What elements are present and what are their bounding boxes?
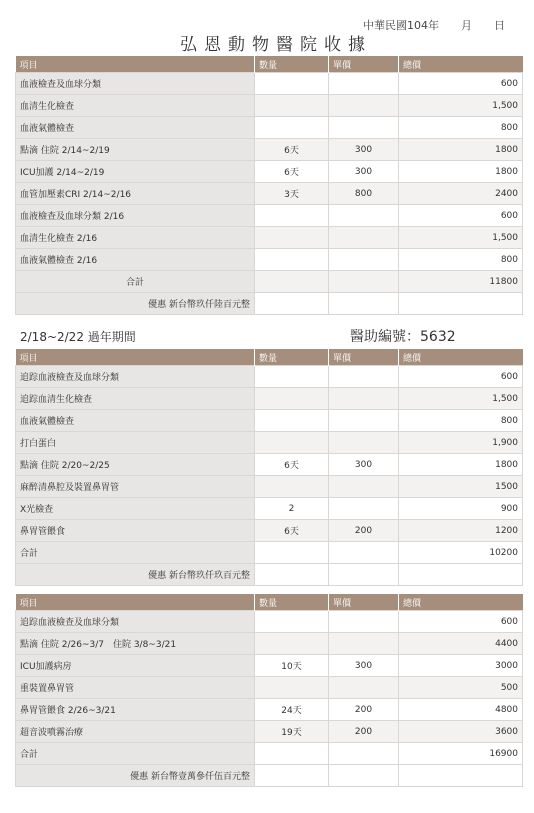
item-unit-price [329, 388, 399, 410]
column-header: 總價 [399, 594, 523, 611]
item-total: 2400 [399, 183, 523, 205]
table-row [16, 454, 523, 476]
item-total: 1800 [399, 139, 523, 161]
item-total: 600 [399, 205, 523, 227]
table-row [16, 205, 523, 227]
table-row [16, 183, 523, 205]
table-row [16, 498, 523, 520]
item-name: 麻醉清鼻腔及裝置鼻胃管 [16, 476, 255, 498]
sum-row [16, 542, 523, 564]
empty-cell [329, 765, 399, 787]
receipt-table-2 [15, 349, 523, 586]
empty-cell [329, 564, 399, 586]
item-name: 血液檢查及血球分類 [16, 73, 255, 95]
item-name: 點滴 住院 2/14~2/19 [16, 139, 255, 161]
item-quantity: 6天 [255, 161, 329, 183]
item-unit-price: 300 [329, 454, 399, 476]
item-name: 血管加壓素CRI 2/14~2/16 [16, 183, 255, 205]
item-name: 血液氣體檢查 [16, 410, 255, 432]
column-header: 單價 [329, 349, 399, 366]
item-unit-price [329, 476, 399, 498]
table-row [16, 655, 523, 677]
item-name: 超音波噴霧治療 [16, 721, 255, 743]
item-quantity [255, 432, 329, 454]
item-quantity [255, 227, 329, 249]
empty-cell [329, 542, 399, 564]
discount-label: 優惠 新台幣玖仟玖百元整 [16, 564, 255, 586]
item-name: 重裝置鼻胃管 [16, 677, 255, 699]
item-unit-price [329, 633, 399, 655]
column-header: 項目 [16, 594, 255, 611]
table-row [16, 520, 523, 542]
item-unit-price: 300 [329, 161, 399, 183]
column-header: 單價 [329, 594, 399, 611]
sum-row [16, 271, 523, 293]
empty-cell [255, 542, 329, 564]
item-name: 點滴 住院 2/20~2/25 [16, 454, 255, 476]
item-total: 1200 [399, 520, 523, 542]
discount-label: 優惠 新台幣壹萬參仟伍百元整 [16, 765, 255, 787]
sum-label: 合計 [16, 743, 255, 765]
item-name: 追踪血液檢查及血球分類 [16, 611, 255, 633]
item-quantity [255, 73, 329, 95]
item-quantity [255, 476, 329, 498]
sum-total: 10200 [399, 542, 523, 564]
item-name: ICU加護病房 [16, 655, 255, 677]
sum-label: 合計 [16, 271, 255, 293]
item-unit-price [329, 677, 399, 699]
item-total: 1800 [399, 454, 523, 476]
empty-cell [329, 271, 399, 293]
item-unit-price: 200 [329, 721, 399, 743]
item-total: 1,500 [399, 95, 523, 117]
table-header-row [16, 349, 523, 366]
discount-row [16, 564, 523, 586]
item-name: 點滴 住院 2/26~3/7 住院 3/8~3/21 [16, 633, 255, 655]
column-header: 總價 [399, 56, 523, 73]
item-total: 1,500 [399, 388, 523, 410]
receipt-table-3 [15, 594, 523, 787]
table-row [16, 161, 523, 183]
sum-row [16, 743, 523, 765]
item-total: 600 [399, 366, 523, 388]
item-unit-price: 300 [329, 139, 399, 161]
item-quantity: 3天 [255, 183, 329, 205]
table-row [16, 633, 523, 655]
item-quantity [255, 388, 329, 410]
empty-cell [329, 743, 399, 765]
table-row [16, 721, 523, 743]
sum-label: 合計 [16, 542, 255, 564]
item-quantity: 6天 [255, 139, 329, 161]
item-name: 追踪血清生化檢查 [16, 388, 255, 410]
item-unit-price [329, 498, 399, 520]
item-unit-price: 200 [329, 520, 399, 542]
item-total: 4400 [399, 633, 523, 655]
assistant-id-label: 醫助編號：5632 [350, 329, 456, 345]
table-row [16, 611, 523, 633]
table-row [16, 117, 523, 139]
item-quantity [255, 95, 329, 117]
item-unit-price [329, 205, 399, 227]
item-quantity [255, 249, 329, 271]
sum-total: 16900 [399, 743, 523, 765]
item-unit-price [329, 410, 399, 432]
item-unit-price: 300 [329, 655, 399, 677]
item-name: 鼻胃管餵食 [16, 520, 255, 542]
item-unit-price [329, 249, 399, 271]
empty-cell [399, 293, 523, 315]
table-row [16, 432, 523, 454]
receipt-table-1 [15, 56, 523, 315]
item-total: 900 [399, 498, 523, 520]
item-quantity: 6天 [255, 454, 329, 476]
empty-cell [399, 765, 523, 787]
column-header: 數量 [255, 594, 329, 611]
discount-label: 優惠 新台幣玖仟陸百元整 [16, 293, 255, 315]
table-row [16, 73, 523, 95]
item-total: 1800 [399, 161, 523, 183]
item-name: 追踪血液檢查及血球分類 [16, 366, 255, 388]
empty-cell [255, 293, 329, 315]
item-quantity: 24天 [255, 699, 329, 721]
item-unit-price [329, 117, 399, 139]
item-total: 1,500 [399, 227, 523, 249]
table-row [16, 476, 523, 498]
column-header: 項目 [16, 56, 255, 73]
discount-row [16, 765, 523, 787]
item-unit-price: 200 [329, 699, 399, 721]
item-quantity [255, 633, 329, 655]
item-total: 600 [399, 73, 523, 95]
item-total: 800 [399, 410, 523, 432]
item-quantity: 2 [255, 498, 329, 520]
table-row [16, 388, 523, 410]
table-row [16, 366, 523, 388]
item-quantity [255, 366, 329, 388]
column-header: 數量 [255, 56, 329, 73]
item-quantity [255, 410, 329, 432]
item-unit-price [329, 73, 399, 95]
receipt-title: 弘恩動物醫院收據 [180, 35, 372, 55]
empty-cell [255, 564, 329, 586]
item-total: 800 [399, 117, 523, 139]
column-header: 總價 [399, 349, 523, 366]
item-name: 打白蛋白 [16, 432, 255, 454]
table-row [16, 699, 523, 721]
item-name: 血液氣體檢查 2/16 [16, 249, 255, 271]
item-name: 血液氣體檢查 [16, 117, 255, 139]
item-unit-price [329, 432, 399, 454]
item-name: 血液檢查及血球分類 2/16 [16, 205, 255, 227]
item-quantity [255, 611, 329, 633]
table-row [16, 410, 523, 432]
item-unit-price [329, 366, 399, 388]
item-unit-price [329, 611, 399, 633]
empty-cell [255, 765, 329, 787]
item-name: X光檢查 [16, 498, 255, 520]
item-total: 500 [399, 677, 523, 699]
empty-cell [255, 743, 329, 765]
item-quantity: 6天 [255, 520, 329, 542]
empty-cell [255, 271, 329, 293]
table-row [16, 677, 523, 699]
item-total: 3600 [399, 721, 523, 743]
sum-total: 11800 [399, 271, 523, 293]
empty-cell [399, 564, 523, 586]
table-header-row [16, 56, 523, 73]
item-quantity [255, 117, 329, 139]
item-total: 800 [399, 249, 523, 271]
item-name: 血清生化檢查 [16, 95, 255, 117]
item-name: 鼻胃管餵食 2/26~3/21 [16, 699, 255, 721]
table-header-row [16, 594, 523, 611]
item-total: 4800 [399, 699, 523, 721]
table-row [16, 139, 523, 161]
item-name: ICU加護 2/14~2/19 [16, 161, 255, 183]
item-unit-price [329, 227, 399, 249]
table-row [16, 249, 523, 271]
item-quantity [255, 677, 329, 699]
item-total: 1,900 [399, 432, 523, 454]
discount-row [16, 293, 523, 315]
empty-cell [329, 293, 399, 315]
item-name: 血清生化檢查 2/16 [16, 227, 255, 249]
receipt-date: 中華民國104年 月 日 [363, 19, 505, 32]
item-quantity: 10天 [255, 655, 329, 677]
item-unit-price [329, 95, 399, 117]
item-quantity [255, 205, 329, 227]
column-header: 項目 [16, 349, 255, 366]
item-total: 3000 [399, 655, 523, 677]
table-row [16, 95, 523, 117]
column-header: 單價 [329, 56, 399, 73]
item-quantity: 19天 [255, 721, 329, 743]
item-total: 1500 [399, 476, 523, 498]
column-header: 數量 [255, 349, 329, 366]
item-unit-price: 800 [329, 183, 399, 205]
period-label: 2/18~2/22 過年期間 [20, 330, 136, 344]
table-row [16, 227, 523, 249]
item-total: 600 [399, 611, 523, 633]
